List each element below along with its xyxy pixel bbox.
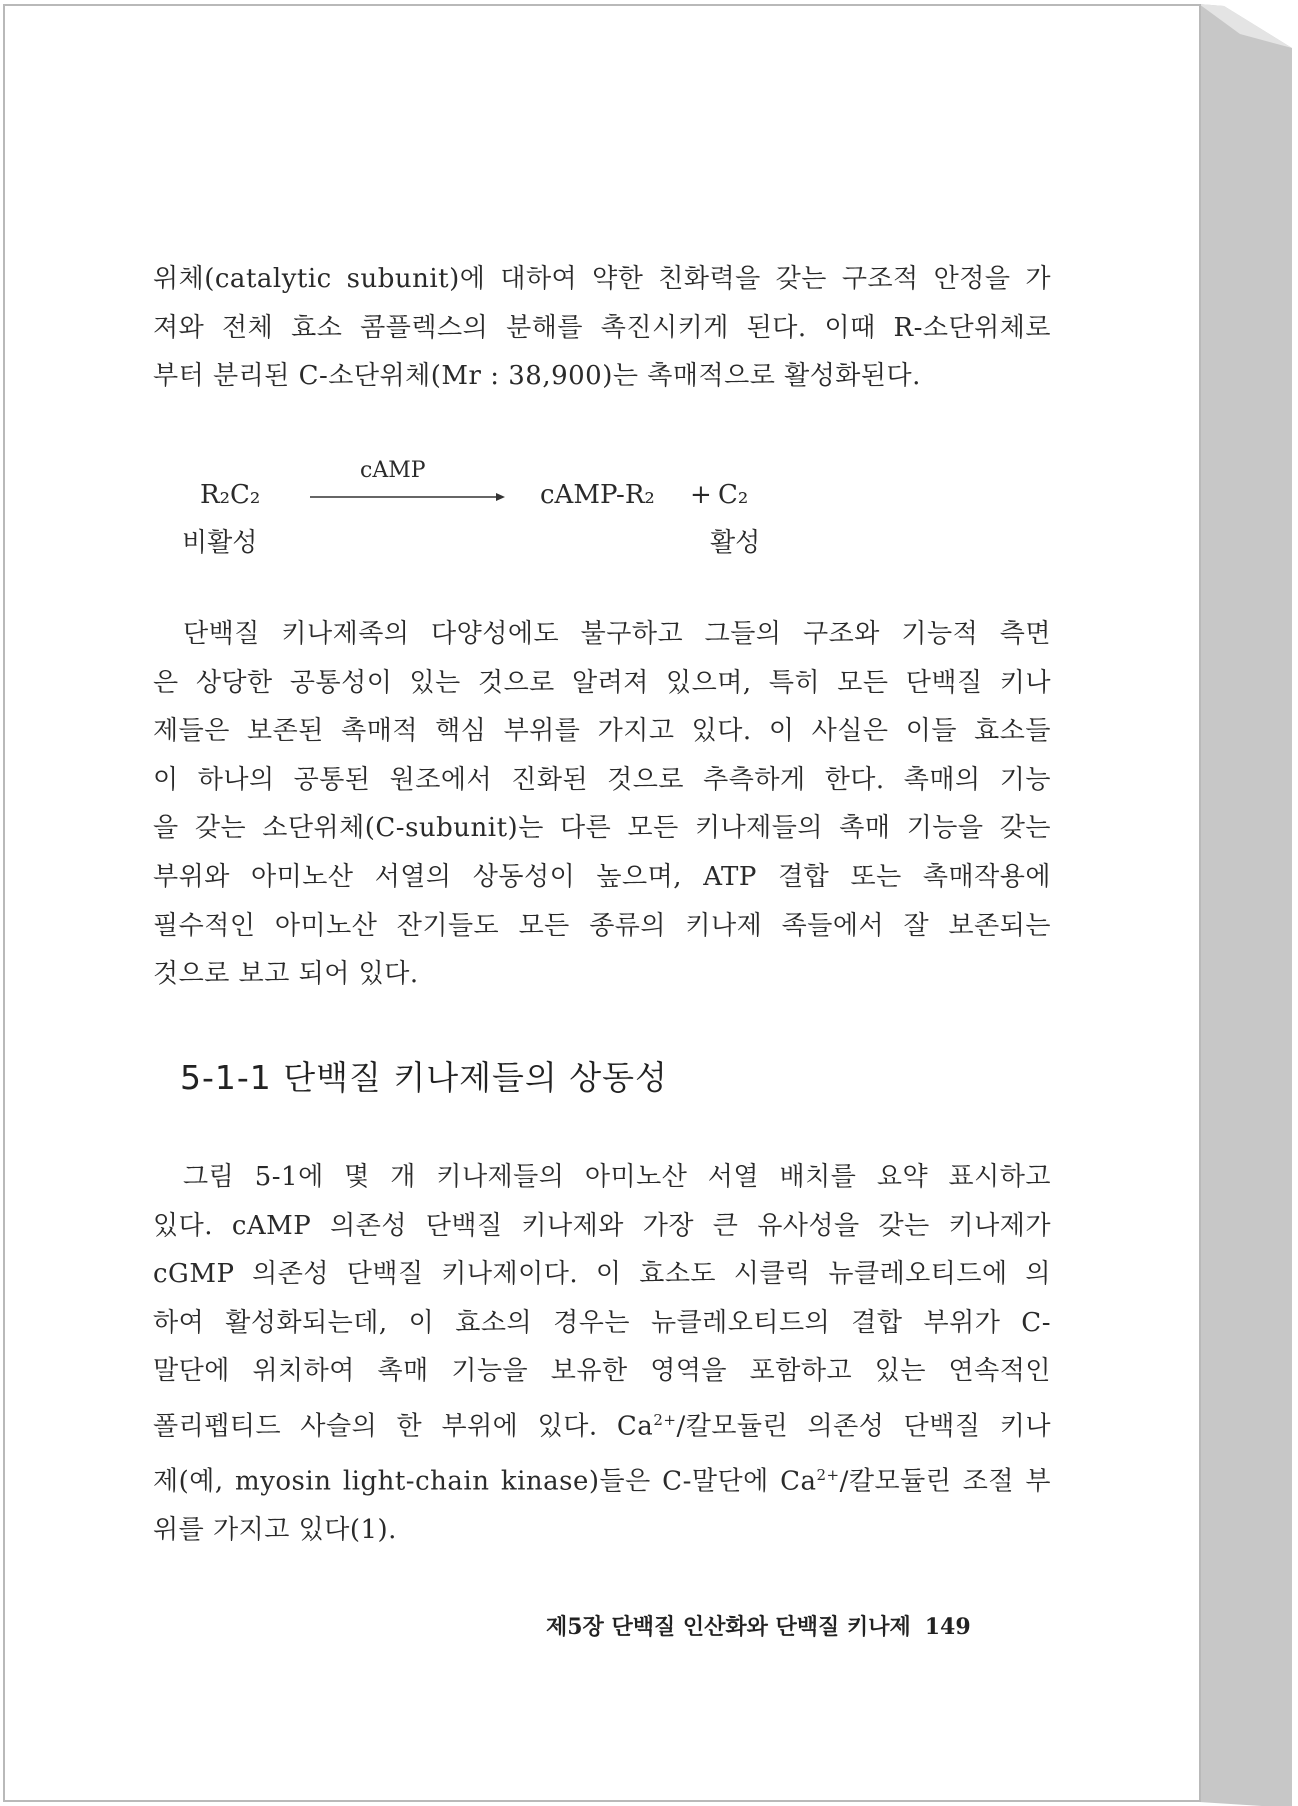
- chapter-title: 제5장 단백질 인산화와 단백질 키나제: [546, 1614, 911, 1640]
- paragraph-1: 위체(catalytic subunit)에 대하여 약한 친화력을 갖는 구조적 안정을 가 져와 전체 효소 콤플렉스의 분해를 촉진시키게 된다. 이때 R-소단위체로 부터 분리된 C-소단위체(Mr : 38,900)는 촉매적으로 활성화된다.: [153, 264, 1051, 392]
- equation-product-state: 활성: [710, 528, 761, 558]
- reaction-arrow-icon: [310, 490, 505, 504]
- section-heading: 5-1-1 단백질 키나제들의 상동성: [180, 1058, 668, 1097]
- equation-product-1: cAMP-R₂: [540, 480, 655, 510]
- equation-product-2: C₂: [718, 480, 749, 510]
- equation-reactant: R₂C₂: [200, 480, 261, 510]
- equation-plus: +: [690, 480, 712, 510]
- paragraph-3-line-6: 폴리펩티드 사슬의 한 부위에 있다. $Ca^{2+}/$칼모듈린 의존성 단백질 키나: [153, 1410, 1052, 1442]
- page-footer: [546, 1610, 1021, 1641]
- equation-reactant-state: 비활성: [182, 528, 258, 558]
- paragraph-3: 그림 5-1에 몇 개 키나제들의 아미노산 서열 배치를 요약 표시하고 있다. cAMP 의존성 단백질 키나제와 가장 큰 유사성을 갖는 키나제가 cGMP 의존성 단백질 키나제이다. 이 효소도 시클릭 뉴클레오티드에 의 하여 활성화되는데, 이 효소의 경우는 뉴클레오티드의 결합 부위가 C- 말단에 위치하여 촉매 기능을 보유한 영역을 포함하고 있는 연속적인 폴리펩티드 사슬의 한 부위에 있다. $Ca^{2+}/$칼모듈린 의존성 단백질 키나 제(예, myosin light-chain kinase)들은 C-말단에 $Ca^{2+}/$칼모듈린 조절 부 위를 가지고 있다(1).: [153, 1162, 1052, 1546]
- equation-arrow-label: cAMP: [360, 458, 426, 483]
- page-number: 149: [924, 1614, 971, 1640]
- paragraph-3-line-7: 제(예, myosin light-chain kinase)들은 C-말단에 $Ca^{2+}/$칼모듈린 조절 부: [153, 1466, 1051, 1497]
- paragraph-2: 단백질 키나제족의 다양성에도 불구하고 그들의 구조와 기능적 측면 은 상당한 공통성이 있는 것으로 알려져 있으며, 특히 모든 단백질 키나 제들은 보존된 촉매적 핵심 부위를 가지고 있다. 이 사실은 이들 효소들 이 하나의 공통된 원조에서 진화된 것으로 추측하게 한다. 촉매의 기능 을 갖는 소단위체(C-subunit)는 다른 모든 키나제들의 촉매 기능을 갖는 부위와 아미노산 서열의 상동성이 높으며, ATP 결합 또는 촉매작용에 필수적인 아미노산 잔기들도 모든 종류의 키나제 족들에서 잘 보존되는 것으로 보고 되어 있다.: [153, 619, 1051, 990]
